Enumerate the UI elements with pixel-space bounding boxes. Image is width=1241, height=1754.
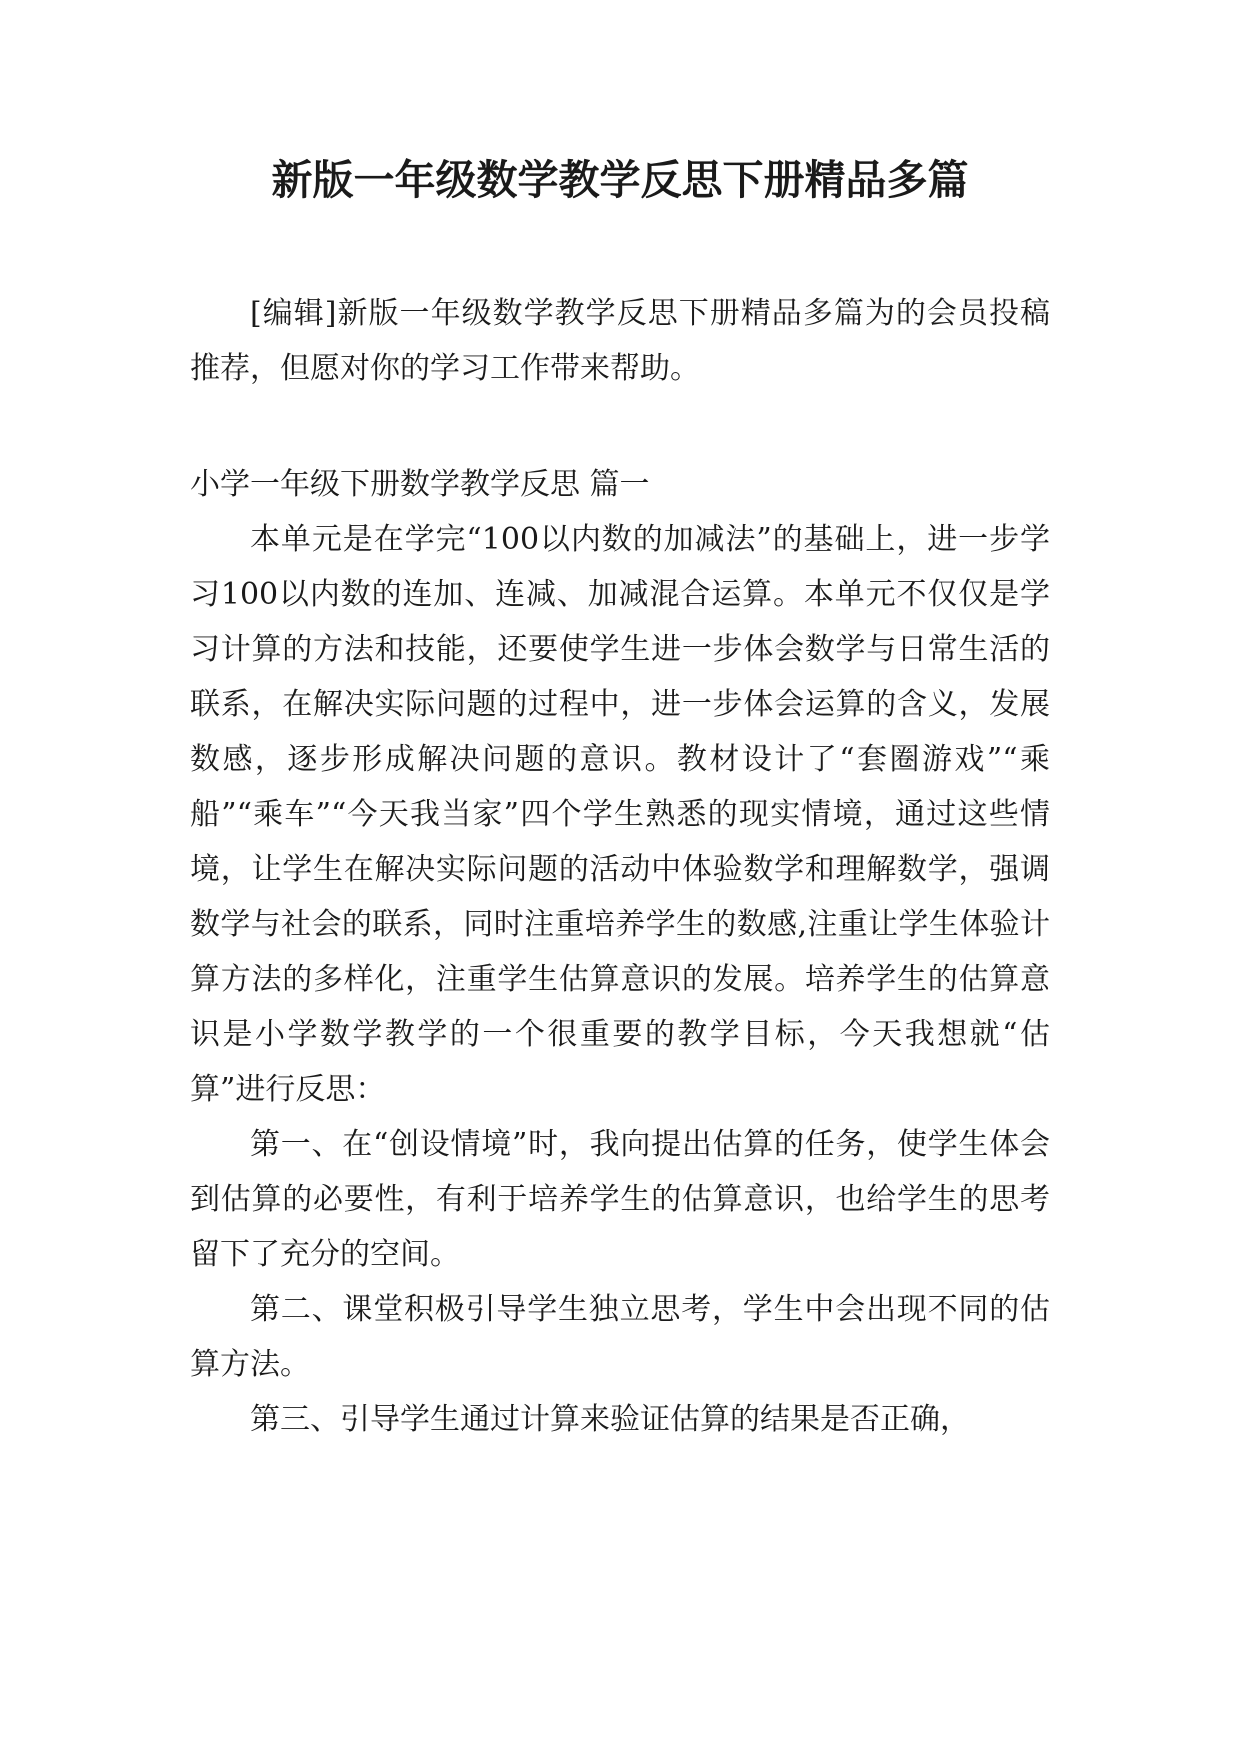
body-paragraph-3: 第二、课堂积极引导学生独立思考，学生中会出现不同的估算方法。 [190, 1292, 1050, 1382]
document-page [190, 0, 1050, 1754]
intro-paragraph: [编辑]新版一年级数学教学反思下册精品多篇为的会员投稿推荐，但愿对你的学习工作带来帮助。 [190, 296, 1050, 386]
section-heading: 小学一年级下册数学教学反思 篇一 [190, 467, 650, 502]
document-body [190, 286, 1050, 1447]
document-title: 新版一年级数学教学反思下册精品多篇 [271, 156, 969, 204]
body-paragraph-1: 本单元是在学完“100以内数的加减法”的基础上，进一步学习100以内数的连加、连减、加减混合运算。本单元不仅仅是学习计算的方法和技能，还要使学生进一步体会数学与日常生活的联系，在解决实际问题的过程中，进一步体会运算的含义，发展数感，逐步形成解决问题的意识。教材设计了“套圈游戏”“乘船”“乘车”“今天我当家”四个学生熟悉的现实情境，通过这些情境，让学生在解决实际问题的活动中体验数学和理解数学，强调数学与社会的联系，同时注重培养学生的数感,注重让学生体验计算方法的多样化，注重学生估算意识的发展。培养学生的估算意识是小学数学教学的一个很重要的教学目标，今天我想就“估算”进行反思： [190, 522, 1050, 1107]
body-paragraph-4: 第三、引导学生通过计算来验证估算的结果是否正确， [250, 1402, 970, 1437]
body-paragraph-2: 第一、在“创设情境”时，我向提出估算的任务，使学生体会到估算的必要性，有利于培养学生的估算意识，也给学生的思考留下了充分的空间。 [190, 1127, 1050, 1272]
paragraph-spacer [190, 396, 1050, 457]
